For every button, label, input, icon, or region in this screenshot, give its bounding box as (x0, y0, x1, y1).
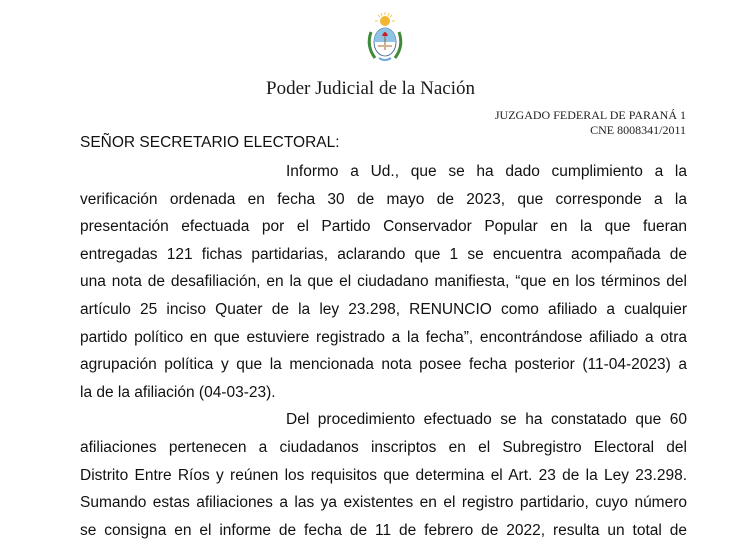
text-line: Distrito Entre Ríos y reúnen los requisitos que determina el Art. 23 de la Ley 23.298. (80, 466, 687, 484)
sun-icon (375, 12, 395, 26)
text-line: presentación efectuada por el Partido Conservador Popular en la que fueran (80, 218, 687, 236)
text-line: agrupación política y que la mencionada nota posee fecha posterior (11-04-2023) a (80, 356, 687, 374)
text-line: una nota de desafiliación, en la que el ciudadano manifiesta, “que en los términos del (80, 273, 687, 291)
institution-title: Poder Judicial de la Nación (266, 78, 475, 99)
coat-of-arms-icon (363, 12, 407, 64)
salutation: SEÑOR SECRETARIO ELECTORAL: (80, 134, 340, 151)
court-name: JUZGADO FEDERAL DE PARANÁ 1 (494, 108, 686, 122)
text-line: Del procedimiento efectuado se ha constatado que 60 (286, 411, 687, 429)
document-body (80, 158, 687, 544)
text-line: partido político en que estuviere registrado a la fecha”, encontrándose afiliado a otra (80, 328, 687, 346)
paragraph-1 (80, 158, 687, 406)
text-line: entregadas 121 fichas partidarias, aclarando que 1 se encuentra acompañada de (80, 245, 687, 263)
text-line: artículo 25 inciso Quater de la ley 23.298, RENUNCIO como afiliado a cualquier (80, 300, 687, 318)
text-line: se consigna en el informe de fecha de 11 de febrero de 2022, resulta un total de (80, 521, 687, 539)
text-line: la de la afiliación (04-03-23). (80, 383, 276, 401)
paragraph-2 (80, 406, 687, 544)
case-number: CNE 8008341/2011 (590, 123, 686, 137)
text-line: Informo a Ud., que se ha dado cumplimiento a la (286, 163, 687, 180)
text-line: afiliaciones pertenecen a ciudadanos inscriptos en el Subregistro Electoral del (80, 438, 687, 456)
court-info (495, 108, 686, 138)
text-line: verificación ordenada en fecha 30 de mayo de 2023, que corresponde a la (80, 190, 687, 208)
text-line: Sumando estas afiliaciones a las ya existentes en el registro partidario, cuyo número (80, 494, 687, 512)
